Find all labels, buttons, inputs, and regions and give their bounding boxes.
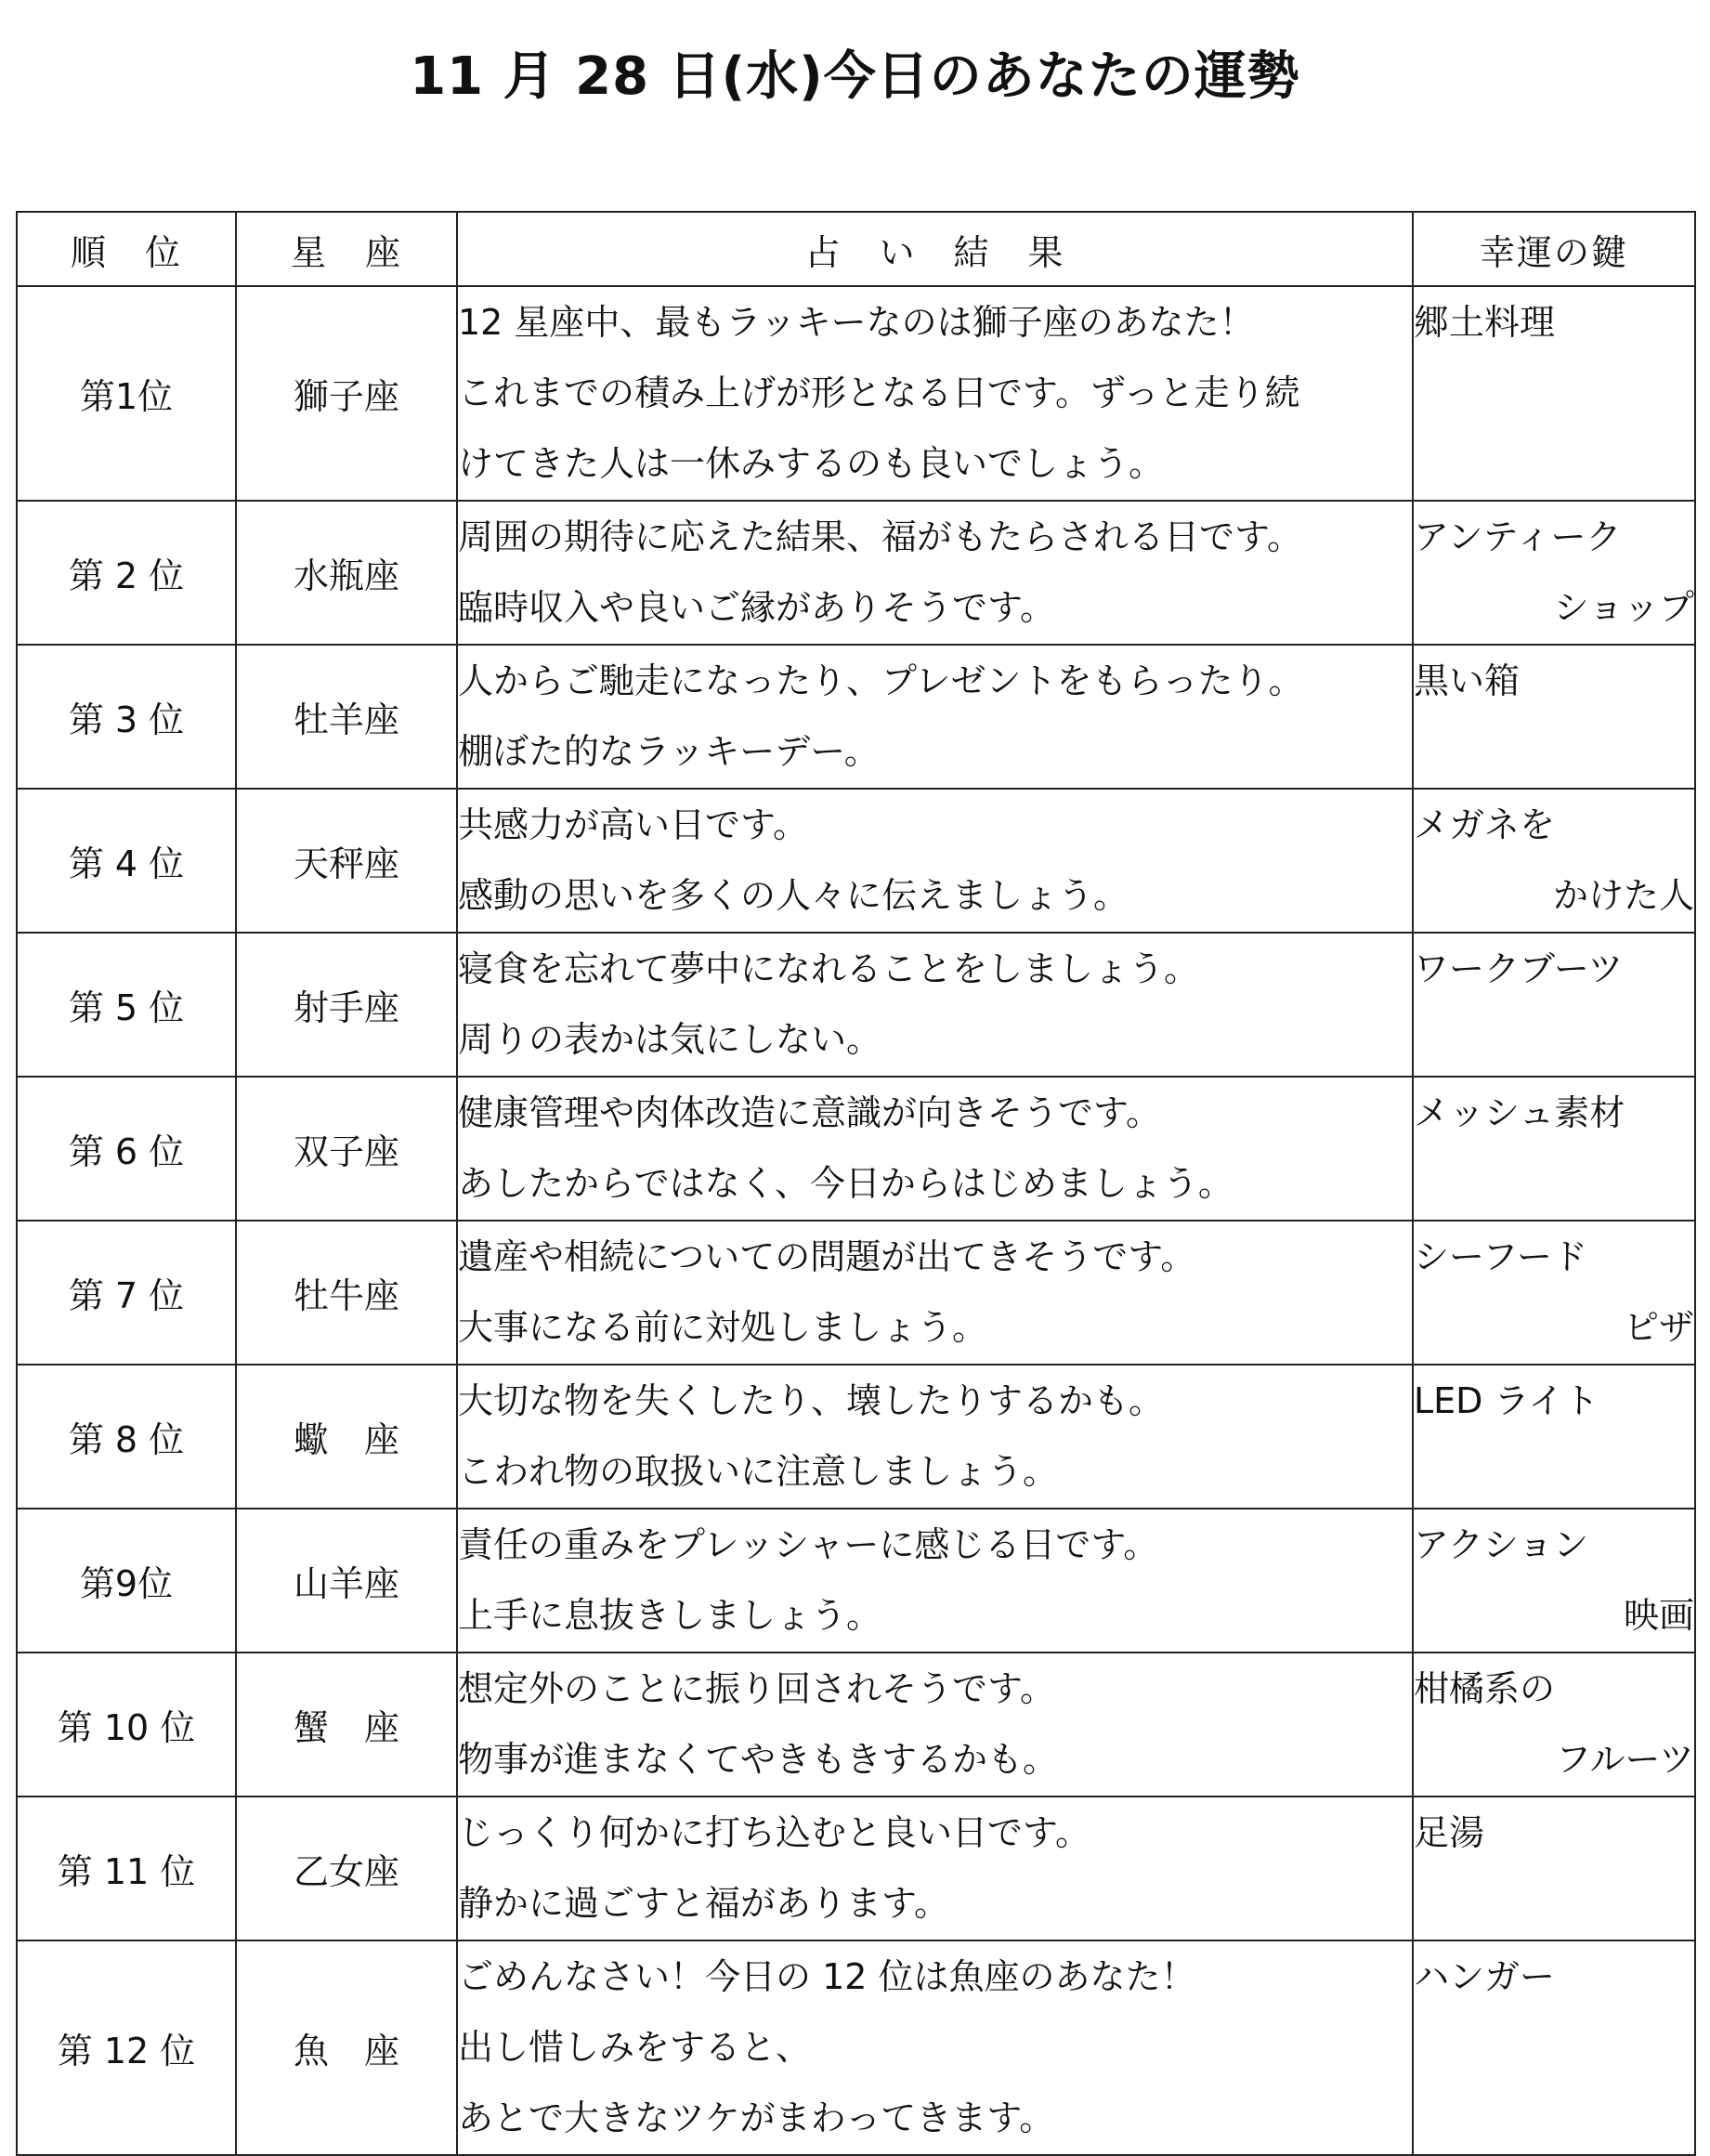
result-line: あしたからではなく、今日からはじめましょう。: [458, 1163, 1234, 1204]
result-line: 感動の思いを多くの人々に伝えましょう。: [458, 875, 1129, 916]
result-line: 大切な物を失くしたり、壊したりするかも。: [458, 1380, 1165, 1421]
lucky-cell: [1413, 1365, 1695, 1509]
page-title: 11 月 28 日(水)今日のあなたの運勢: [410, 46, 1300, 107]
result-line: じっくり何かに打ち込むと良い日です。: [458, 1812, 1090, 1853]
result-cell: [457, 1653, 1413, 1797]
lucky-cell: [1413, 1221, 1695, 1365]
lucky-item: ピザ: [1623, 1307, 1694, 1348]
sign-cell: 獅子座: [236, 286, 457, 501]
lucky-item: アンティーク: [1414, 516, 1622, 557]
result-line: これまでの積み上げが形となる日です。ずっと走り続: [458, 372, 1300, 413]
table-row: [17, 1509, 1695, 1653]
sign-cell: 牡羊座: [236, 645, 457, 789]
lucky-item: ハンガー: [1414, 1956, 1556, 1997]
lucky-item: 映画: [1623, 1595, 1694, 1636]
lucky-cell: [1413, 1077, 1695, 1221]
result-cell: [457, 1797, 1413, 1940]
lucky-cell: [1413, 286, 1695, 501]
result-line: 出し惜しみをすると、: [458, 2027, 812, 2068]
lucky-item: ショップ: [1553, 587, 1694, 628]
sign-cell: 天秤座: [236, 789, 457, 933]
result-cell: [457, 1221, 1413, 1365]
result-cell: [457, 933, 1413, 1077]
lucky-cell: [1413, 645, 1695, 789]
result-line: 周りの表かは気にしない。: [458, 1019, 882, 1060]
header-row: [17, 212, 1695, 286]
rank-cell: 第9位: [17, 1509, 236, 1653]
sign-cell: 乙女座: [236, 1797, 457, 1940]
rank-cell: 第 6 位: [17, 1077, 236, 1221]
result-line: ごめんなさい！今日の 12 位は魚座のあなた！: [458, 1956, 1196, 1997]
lucky-cell: [1413, 1797, 1695, 1940]
sign-cell: 射手座: [236, 933, 457, 1077]
sign-cell: 牡牛座: [236, 1221, 457, 1365]
result-line: けてきた人は一休みするのも良いでしょう。: [458, 443, 1165, 484]
table-row: [17, 501, 1695, 645]
lucky-cell: [1413, 1940, 1695, 2155]
result-line: 人からご馳走になったり、プレゼントをもらったり。: [458, 660, 1304, 701]
result-line: あとで大きなツケがまわってきます。: [458, 2097, 1055, 2138]
lucky-cell: [1413, 933, 1695, 1077]
table-row: [17, 933, 1695, 1077]
result-line: 健康管理や肉体改造に意識が向きそうです。: [458, 1092, 1161, 1133]
sign-cell: 山羊座: [236, 1509, 457, 1653]
lucky-cell: [1413, 789, 1695, 933]
result-cell: [457, 1077, 1413, 1221]
table-row: [17, 645, 1695, 789]
result-cell: [457, 1509, 1413, 1653]
sign-cell: 双子座: [236, 1077, 457, 1221]
result-line: 臨時収入や良いご縁がありそうです。: [458, 587, 1055, 628]
table-row: [17, 1940, 1695, 2155]
result-line: 想定外のことに振り回されそうです。: [458, 1668, 1055, 1709]
lucky-item: ワークブーツ: [1414, 948, 1624, 989]
lucky-item: 足湯: [1414, 1812, 1485, 1853]
result-line: 大事になる前に対処しましょう。: [458, 1307, 988, 1348]
result-cell: [457, 501, 1413, 645]
result-cell: [457, 1365, 1413, 1509]
result-cell: [457, 645, 1413, 789]
rank-cell: 第 4 位: [17, 789, 236, 933]
result-line: 上手に息抜きしましょう。: [458, 1595, 882, 1636]
rank-cell: 第1位: [17, 286, 236, 501]
lucky-item: LED ライト: [1414, 1380, 1599, 1421]
rank-cell: 第 10 位: [17, 1653, 236, 1797]
rank-cell: 第 7 位: [17, 1221, 236, 1365]
result-line: 静かに過ごすと福があります。: [458, 1883, 949, 1924]
result-cell: [457, 286, 1413, 501]
lucky-item: 柑橘系の: [1414, 1668, 1556, 1709]
lucky-cell: [1413, 501, 1695, 645]
lucky-item: メッシュ素材: [1414, 1092, 1625, 1133]
rank-cell: 第 2 位: [17, 501, 236, 645]
sign-cell: 蟹 座: [236, 1653, 457, 1797]
result-line: 共感力が高い日です。: [458, 804, 808, 845]
result-line: 寝食を忘れて夢中になれることをしましょう。: [458, 948, 1200, 989]
table-row: [17, 286, 1695, 501]
table-row: [17, 1653, 1695, 1797]
lucky-item: かけた人: [1552, 875, 1694, 916]
header-result: 占 い 結 果: [457, 212, 1413, 286]
lucky-item: シーフード: [1414, 1236, 1587, 1277]
result-line: 12 星座中、最もラッキーなのは獅子座のあなた！: [458, 302, 1255, 343]
sign-cell: 水瓶座: [236, 501, 457, 645]
table-row: [17, 1797, 1695, 1940]
rank-cell: 第 8 位: [17, 1365, 236, 1509]
lucky-item: フルーツ: [1556, 1739, 1694, 1780]
result-line: 責任の重みをプレッシャーに感じる日です。: [458, 1524, 1159, 1565]
header-lucky: 幸運の鍵: [1413, 212, 1695, 286]
result-line: 物事が進まなくてやきもきするかも。: [458, 1739, 1059, 1780]
header-sign: 星 座: [236, 212, 457, 286]
result-cell: [457, 1940, 1413, 2155]
fortune-table: [16, 211, 1696, 2156]
result-cell: [457, 789, 1413, 933]
lucky-cell: [1413, 1509, 1695, 1653]
rank-cell: 第 3 位: [17, 645, 236, 789]
sign-cell: 魚 座: [236, 1940, 457, 2155]
result-line: 棚ぼた的なラッキーデー。: [458, 731, 880, 772]
result-line: 遺産や相続についての問題が出てきそうです。: [458, 1236, 1196, 1277]
result-line: 周囲の期待に応えた結果、福がもたらされる日です。: [458, 516, 1302, 557]
lucky-item: メガネを: [1414, 804, 1556, 845]
header-rank: 順 位: [17, 212, 236, 286]
rank-cell: 第 12 位: [17, 1940, 236, 2155]
rank-cell: 第 5 位: [17, 933, 236, 1077]
lucky-item: 郷土料理: [1414, 302, 1556, 343]
lucky-item: アクション: [1414, 1524, 1589, 1565]
sign-cell: 蠍 座: [236, 1365, 457, 1509]
lucky-item: 黒い箱: [1414, 660, 1521, 701]
result-line: こわれ物の取扱いに注意しましょう。: [458, 1451, 1059, 1492]
table-row: [17, 789, 1695, 933]
rank-cell: 第 11 位: [17, 1797, 236, 1940]
table-row: [17, 1077, 1695, 1221]
lucky-cell: [1413, 1653, 1695, 1797]
table-row: [17, 1365, 1695, 1509]
table-row: [17, 1221, 1695, 1365]
